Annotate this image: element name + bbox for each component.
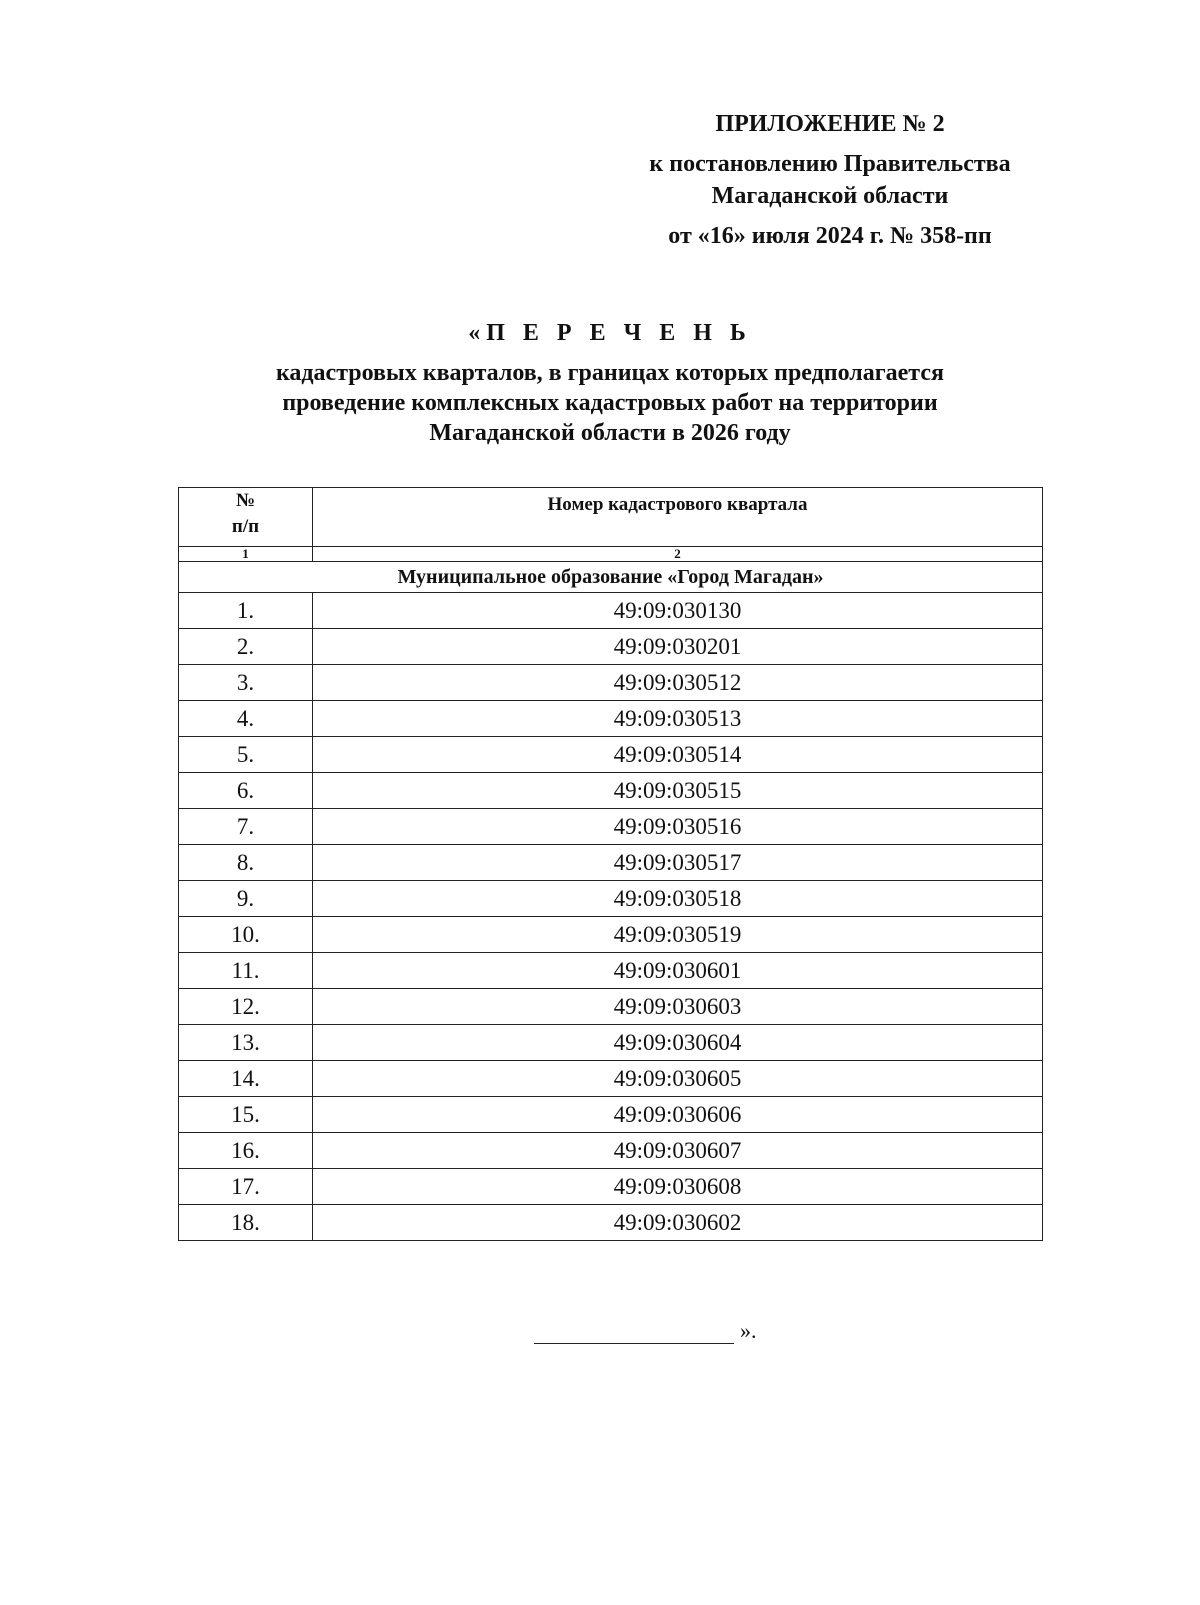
- row-number: 4.: [179, 701, 313, 737]
- row-code: 49:09:030512: [313, 665, 1043, 701]
- row-code: 49:09:030607: [313, 1133, 1043, 1169]
- heading-line-3: Магаданской области в 2026 году: [429, 420, 791, 446]
- row-number: 17.: [179, 1169, 313, 1205]
- appendix-line-2: Магаданской области: [711, 183, 949, 209]
- appendix-date: от «16» июля 2024 г. № 358-пп: [668, 223, 992, 249]
- row-code: 49:09:030518: [313, 881, 1043, 917]
- row-number: 3.: [179, 665, 313, 701]
- row-number: 14.: [179, 1061, 313, 1097]
- header-number-line-1: №: [235, 490, 256, 511]
- table-row: [179, 809, 1043, 845]
- cadastral-table: [178, 487, 1043, 1241]
- table-row: [179, 665, 1043, 701]
- appendix-line-1: к постановлению Правительства: [649, 151, 1011, 177]
- table-header-row: [179, 488, 1043, 547]
- table-row: [179, 593, 1043, 629]
- index-col-2: 2: [313, 547, 1043, 562]
- header-number-line-2: п/п: [231, 516, 260, 537]
- row-code: 49:09:030605: [313, 1061, 1043, 1097]
- row-number: 9.: [179, 881, 313, 917]
- heading-line-2: проведение комплексных кадастровых работ на территории: [282, 390, 938, 416]
- row-code: 49:09:030603: [313, 989, 1043, 1025]
- table-row: [179, 1169, 1043, 1205]
- table-index-row: [179, 547, 1043, 562]
- table-row: [179, 1133, 1043, 1169]
- closing-line: [534, 1318, 757, 1344]
- table-row: [179, 737, 1043, 773]
- row-number: 13.: [179, 1025, 313, 1061]
- table-row: [179, 845, 1043, 881]
- document-heading: [180, 318, 1040, 448]
- row-number: 7.: [179, 809, 313, 845]
- heading-line-1: кадастровых кварталов, в границах которых предполагается: [275, 360, 945, 386]
- row-code: 49:09:030519: [313, 917, 1043, 953]
- header-cadastral-number: Номер кадастрового квартала: [313, 488, 1043, 547]
- table-row: [179, 701, 1043, 737]
- row-number: 1.: [179, 593, 313, 629]
- table-row: [179, 881, 1043, 917]
- heading-word: «П Е Р Е Ч Е Н Ь: [468, 320, 752, 346]
- row-code: 49:09:030517: [313, 845, 1043, 881]
- row-number: 5.: [179, 737, 313, 773]
- row-number: 12.: [179, 989, 313, 1025]
- row-number: 11.: [179, 953, 313, 989]
- row-code: 49:09:030601: [313, 953, 1043, 989]
- row-number: 16.: [179, 1133, 313, 1169]
- row-code: 49:09:030608: [313, 1169, 1043, 1205]
- row-number: 15.: [179, 1097, 313, 1133]
- row-code: 49:09:030604: [313, 1025, 1043, 1061]
- closing-mark: ».: [740, 1318, 757, 1343]
- index-col-1: 1: [179, 547, 313, 562]
- row-number: 18.: [179, 1205, 313, 1241]
- municipality-name: Муниципальное образование «Город Магадан»: [179, 562, 1043, 593]
- row-code: 49:09:030513: [313, 701, 1043, 737]
- row-code: 49:09:030516: [313, 809, 1043, 845]
- table-row: [179, 917, 1043, 953]
- table-row: [179, 773, 1043, 809]
- header-number: [179, 488, 313, 547]
- row-code: 49:09:030130: [313, 593, 1043, 629]
- table-row: [179, 953, 1043, 989]
- table-row: [179, 1097, 1043, 1133]
- table-row: [179, 629, 1043, 665]
- appendix-title: ПРИЛОЖЕНИЕ № 2: [715, 111, 945, 137]
- row-number: 6.: [179, 773, 313, 809]
- row-code: 49:09:030606: [313, 1097, 1043, 1133]
- table-row: [179, 1025, 1043, 1061]
- table-row: [179, 1061, 1043, 1097]
- municipality-row: [179, 562, 1043, 593]
- row-code: 49:09:030515: [313, 773, 1043, 809]
- row-number: 10.: [179, 917, 313, 953]
- row-code: 49:09:030201: [313, 629, 1043, 665]
- table-row: [179, 1205, 1043, 1241]
- row-code: 49:09:030602: [313, 1205, 1043, 1241]
- row-number: 2.: [179, 629, 313, 665]
- row-number: 8.: [179, 845, 313, 881]
- row-code: 49:09:030514: [313, 737, 1043, 773]
- table-row: [179, 989, 1043, 1025]
- appendix-block: [600, 108, 1060, 252]
- signature-rule: [534, 1321, 734, 1344]
